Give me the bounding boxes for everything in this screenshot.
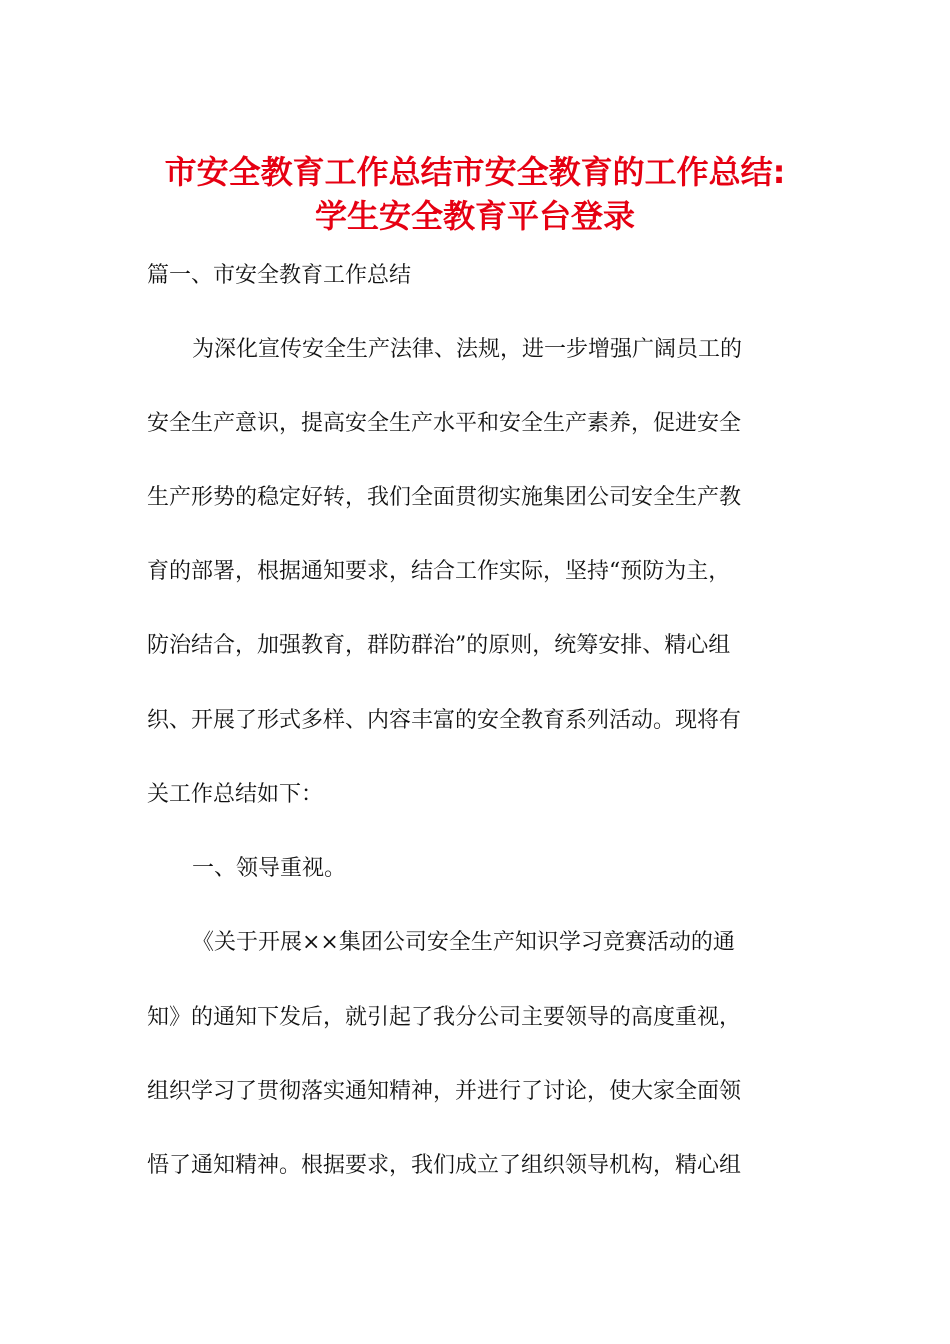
paragraph-line: 育的部署，根据通知要求，结合工作实际，坚持“预防为主， [147, 559, 731, 584]
paragraph-line: 知》的通知下发后，就引起了我分公司主要领导的高度重视， [147, 1005, 742, 1030]
paragraph-line: 织、开展了形式多样、内容丰富的安全教育系列活动。现将有 [147, 708, 742, 733]
paragraph-line: 防治结合，加强教育，群防群治”的原则，统筹安排、精心组 [147, 633, 731, 658]
paragraph-line: 组织学习了贯彻落实通知精神，并进行了讨论，使大家全面领 [147, 1079, 742, 1104]
section-heading: 篇一、市安全教育工作总结 [147, 263, 412, 288]
paragraph-line: 悟了通知精神。根据要求，我们成立了组织领导机构，精心组 [147, 1153, 742, 1178]
document-title-line-1: 市安全教育工作总结市安全教育的工作总结: [164, 153, 786, 191]
paragraph-line: 安全生产意识，提高安全生产水平和安全生产素养，促进安全 [147, 411, 742, 436]
paragraph-line: 为深化宣传安全生产法律、法规，进一步增强广阔员工的 [192, 337, 743, 362]
paragraph-line: 生产形势的稳定好转，我们全面贯彻实施集团公司安全生产教 [147, 485, 742, 510]
subsection-heading: 一、领导重视。 [192, 856, 347, 881]
document-title-line-2: 学生安全教育平台登录 [314, 197, 635, 235]
paragraph-line: 关工作总结如下： [147, 782, 324, 807]
paragraph-line: 《关于开展××集团公司安全生产知识学习竞赛活动的通 [192, 930, 735, 955]
